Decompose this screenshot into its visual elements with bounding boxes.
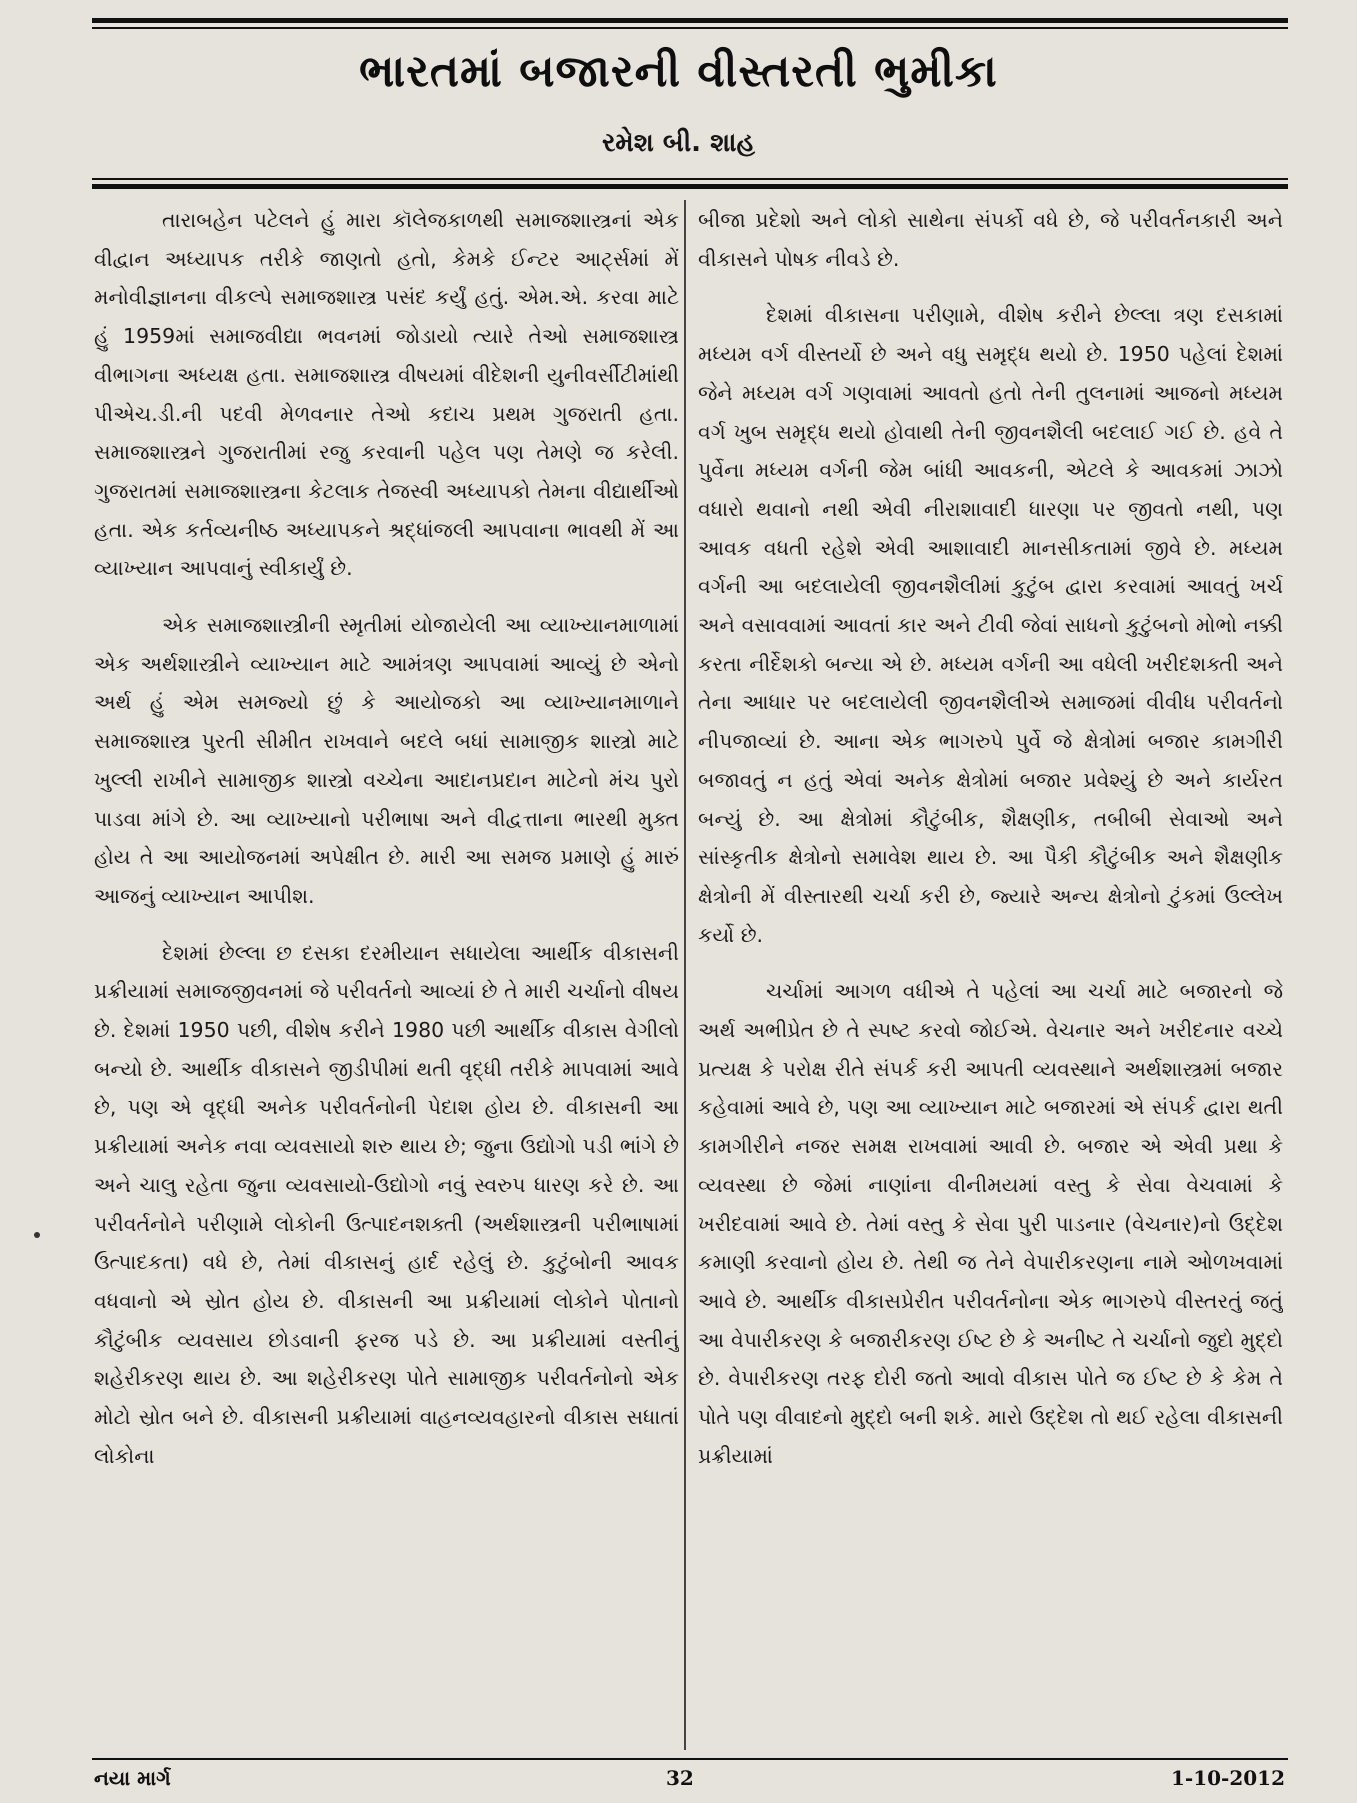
paragraph: એક સમાજશાસ્ત્રીની સ્મૃતીમાં યોજાયેલી આ વ્યાખ્યાનમાળામાં એક અર્થશાસ્ત્રીને વ્યાખ્યાન માટે આમંત્રણ આપવામાં આવ્યું છે એનો અર્થ હું એમ સમજ્યો છું કે આયોજકો આ વ્યાખ્યાનમાળાને સમાજશાસ્ત્ર પુરતી સીમીત રાખવાને બદલે બધાં સામાજીક શાસ્ત્રો માટે ખુલ્લી રાખીને સામાજીક શાસ્ત્રો વચ્ચેના આદાનપ્રદાન માટેનો મંચ પુરો પાડવા માંગે છે. આ વ્યાખ્યાનો પરીભાષા અને વીદ્વત્તાના ભારથી મુક્ત હોય તે આ આયોજનમાં અપેક્ષીત છે. મારી આ સમજ પ્રમાણે હું મારું આજનું વ્યાખ્યાન આપીશ. [94, 613, 679, 908]
footer-publication: નયા માર્ગ [94, 1766, 171, 1790]
paragraph: તારાબહેન પટેલને હું મારા કૉલેજકાળથી સમાજશાસ્ત્રનાં એક વીદ્વાન અધ્યાપક તરીકે જાણતો હતો, કેમકે ઈન્ટર આર્ટ્સમાં મેં મનોવીજ્ઞાનના વીકલ્પે સમાજશાસ્ત્ર પસંદ કર્યું હતું. એમ.એ. કરવા માટે હું 1959માં સમાજવીદ્યા ભવનમાં જોડાયો ત્યારે તેઓ સમાજશાસ્ત્ર વીભાગના અધ્યક્ષ હતા. સમાજશાસ્ત્ર વીષયમાં વીદેશની યુનીવર્સીટીમાંથી પીએચ.ડી.ની પદવી મેળવનાર તેઓ કદાચ પ્રથમ ગુજરાતી હતા. સમાજશાસ્ત્રને ગુજરાતીમાં રજુ કરવાની પહેલ પણ તેમણે જ કરેલી. ગુજરાતમાં સમાજશાસ્ત્રના કેટલાક તેજસ્વી અધ્યાપકો તેમના વીદ્યાર્થીઓ હતા. એક કર્તવ્યનીષ્ઠ અધ્યાપકને શ્રદ્ધાંજલી આપવાના ભાવથી મેં આ વ્યાખ્યાન આપવાનું સ્વીકાર્યું છે. [94, 208, 679, 581]
footer-rule [92, 1758, 1288, 1760]
footer-date: 1-10-2012 [1170, 1766, 1285, 1790]
footer-page-number: 32 [666, 1766, 694, 1790]
article-title: ભારતમાં બજારની વીસ્તરતી ભુમીકા [359, 46, 998, 97]
header-rule-thin [92, 178, 1288, 180]
article-author: રમેશ બી. શાહ [601, 128, 756, 158]
column-divider [684, 200, 686, 1750]
top-rule-thin [92, 27, 1288, 29]
header-rule-thick [92, 184, 1288, 189]
margin-dot [34, 1232, 40, 1238]
paragraph: બીજા પ્રદેશો અને લોકો સાથેના સંપર્કો વધે છે, જે પરીવર્તનકારી અને વીકાસને પોષક નીવડે છે. [698, 208, 1283, 271]
paragraph: દેશમાં છેલ્લા છ દસકા દરમીયાન સધાયેલા આર્થીક વીકાસની પ્રક્રીયામાં સમાજજીવનમાં જે પરીવર્તનો આવ્યાં છે તે મારી ચર્ચાનો વીષય છે. દેશમાં 1950 પછી, વીશેષ કરીને 1980 પછી આર્થીક વીકાસ વેગીલો બન્યો છે. આર્થીક વીકાસને જીડીપીમાં થતી વૃદ્ધી તરીકે માપવામાં આવે છે, પણ એ વૃદ્ધી અનેક પરીવર્તનોની પેદાશ હોય છે. વીકાસની આ પ્રક્રીયામાં અનેક નવા વ્યવસાયો શરુ થાય છે; જુના ઉદ્યોગો પડી ભાંગે છે અને ચાલુ રહેતા જુના વ્યવસાયો-ઉદ્યોગો નવું સ્વરુપ ધારણ કરે છે. આ પરીવર્તનોને પરીણામે લોકોની ઉત્પાદનશક્તી (અર્થશાસ્ત્રની પરીભાષામાં ઉત્પાદકતા) વધે છે, તેમાં વીકાસનું હાર્દ રહેલું છે. કુટુંબોની આવક વધવાનો એ સ્રોત હોય છે. વીકાસની આ પ્રક્રીયામાં લોકોને પોતાનો કૌટુંબીક વ્યવસાય છોડવાની ફરજ પડે છે. આ પ્રક્રીયામાં વસ્તીનું શહેરીકરણ થાય છે. આ શહેરીકરણ પોતે સામાજીક પરીવર્તનોનો એક મોટો સ્રોત બને છે. વીકાસની પ્રક્રીયામાં વાહનવ્યવહારનો વીકાસ સધાતાં લોકોના [94, 940, 679, 1468]
left-column [94, 201, 679, 1751]
top-rule-thick [92, 18, 1288, 23]
right-column [698, 201, 1283, 1751]
paragraph: ચર્ચામાં આગળ વધીએ તે પહેલાં આ ચર્ચા માટે બજારનો જે અર્થ અભીપ્રેત છે તે સ્પષ્ટ કરવો જોઈએ. વેચનાર અને ખરીદનાર વચ્ચે પ્રત્યક્ષ કે પરોક્ષ રીતે સંપર્ક કરી આપતી વ્યવસ્થાને અર્થશાસ્ત્રમાં બજાર કહેવામાં આવે છે, પણ આ વ્યાખ્યાન માટે બજારમાં એ સંપર્ક દ્વારા થતી કામગીરીને નજર સમક્ષ રાખવામાં આવી છે. બજાર એ એવી પ્રથા કે વ્યવસ્થા છે જેમાં નાણાંના વીનીમયમાં વસ્તુ કે સેવા વેચવામાં કે ખરીદવામાં આવે છે. તેમાં વસ્તુ કે સેવા પુરી પાડનાર (વેચનાર)નો ઉદ્દેશ કમાણી કરવાનો હોય છે. તેથી જ તેને વેપારીકરણના નામે ઓળખવામાં આવે છે. આર્થીક વીકાસપ્રેરીત પરીવર્તનોના એક ભાગરુપે વીસ્તરતું જતું આ વેપારીકરણ કે બજારીકરણ ઈષ્ટ છે કે અનીષ્ટ તે ચર્ચાનો જુદો મુદ્દો છે. વેપારીકરણ તરફ દોરી જતો આવો વીકાસ પોતે જ ઈષ્ટ છે કે કેમ તે પોતે પણ વીવાદનો મુદ્દો બની શકે. મારો ઉદ્દેશ તો થઈ રહેલા વીકાસની પ્રક્રીયામાં [698, 979, 1283, 1468]
paragraph: દેશમાં વીકાસના પરીણામે, વીશેષ કરીને છેલ્લા ત્રણ દસકામાં મધ્યમ વર્ગ વીસ્તર્યો છે અને વધુ સમૃદ્ધ થયો છે. 1950 પહેલાં દેશમાં જેને મધ્યમ વર્ગ ગણવામાં આવતો હતો તેની તુલનામાં આજનો મધ્યમ વર્ગ ખુબ સમૃદ્ધ થયો હોવાથી તેની જીવનશૈલી બદલાઈ ગઈ છે. હવે તે પુર્વેના મધ્યમ વર્ગની જેમ બાંધી આવકની, એટલે કે આવકમાં ઝાઝો વધારો થવાનો નથી એવી નીરાશાવાદી ધારણા પર જીવતો નથી, પણ આવક વધતી રહેશે એવી આશાવાદી માનસીકતામાં જીવે છે. મધ્યમ વર્ગની આ બદલાયેલી જીવનશૈલીમાં કુટુંબ દ્વારા કરવામાં આવતું ખર્ચ અને વસાવવામાં આવતાં કાર અને ટીવી જેવાં સાધનો કુટુંબનો મોભો નક્કી કરતા નીર્દેશકો બન્યા એ છે. મધ્યમ વર્ગની આ વધેલી ખરીદશક્તી અને તેના આધાર પર બદલાયેલી જીવનશૈલીએ સમાજમાં વીવીધ પરીવર્તનો નીપજાવ્યાં છે. આના એક ભાગરુપે પુર્વે જે ક્ષેત્રોમાં બજાર કામગીરી બજાવતું ન હતું એવાં અનેક ક્ષેત્રોમાં બજાર પ્રવેશ્યું છે અને કાર્યરત બન્યું છે. આ ક્ષેત્રોમાં કૌટુંબીક, શૈક્ષણીક, તબીબી સેવાઓ અને સાંસ્કૃતીક ક્ષેત્રોનો સમાવેશ થાય છે. આ પૈકી કૌટુંબીક અને શૈક્ષણીક ક્ષેત્રોની મેં વીસ્તારથી ચર્ચા કરી છે, જ્યારે અન્ય ક્ષેત્રોનો ટુંકમાં ઉલ્લેખ કર્યો છે. [698, 303, 1283, 947]
